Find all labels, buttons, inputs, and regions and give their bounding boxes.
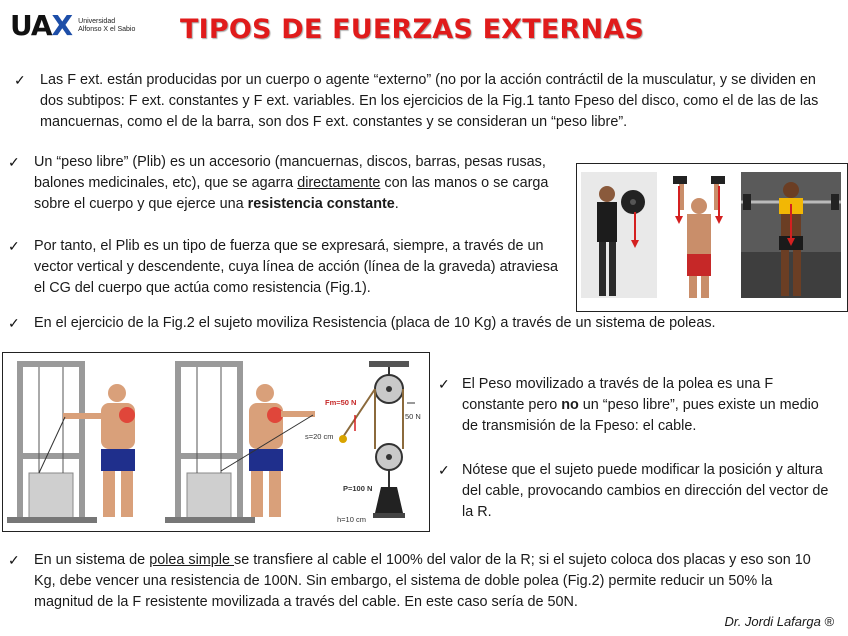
bullet-2-underlined: directamente	[297, 175, 381, 191]
label-s: s=20 cm	[305, 432, 334, 441]
photo-disc-lift	[581, 172, 657, 298]
check-icon: ✓	[8, 238, 20, 254]
bullet-3: Por tanto, el Plib es un tipo de fuerza que se expresará, siempre, a través de un vector vertical y descendente, cuya línea de acción (línea de la graveda) atraviesa el CG del cuerpo que actúa como resistencia (Fig.1).	[34, 238, 558, 296]
bullet-2	[34, 152, 574, 215]
check-icon: ✓	[8, 154, 20, 170]
fig1-photos	[576, 163, 848, 312]
label-50n: 50 N	[405, 412, 421, 421]
bullet-7	[34, 550, 834, 613]
page-title: TIPOS DE FUERZAS EXTERNAS	[180, 14, 645, 45]
logo-subtext-line-2: Alfonso X el Sabio	[78, 26, 136, 33]
bullet-5-text-a: El Peso movilizado a través de la polea es una F constante pero	[462, 376, 774, 413]
label-fm: Fm=50 N	[325, 398, 357, 407]
bullet-2-text-a: Un “peso libre” (Plib) es un accesorio (mancuernas, discos, barras, pesas rusas, balones medicinales, etc), que se agarra	[34, 154, 546, 191]
pulley-illustration	[3, 353, 429, 531]
cable-machine-2	[165, 361, 255, 523]
logo-mark: UAX	[10, 9, 73, 42]
photo-barbell-raise	[741, 172, 841, 298]
check-icon: ✓	[8, 552, 20, 568]
bullet-5-text-b: un “peso libre”, pues existe un medio de transmisión de la Fpeso: el cable.	[462, 397, 819, 434]
bullet-6: Nótese que el sujeto puede modificar la posición y altura del cable, provocando cambios en dirección del vector de la R.	[462, 462, 829, 520]
bullet-2-text-b: con las manos o se carga sobre el cuerpo y que ejerce una	[34, 175, 549, 212]
bullet-7-text-b: se transfiere al cable el 100% del valor de la R; si el sujeto coloca dos placas y eso son 10 Kg, debe vencer una resistencia de 100N. Sin embargo, el sistema de doble polea (Fig.2) permite reducir un 50% la magnitud de la F resistente movilizada a través del cable. En este caso sería de 50N.	[34, 552, 811, 610]
label-h: h=10 cm	[337, 515, 366, 524]
bullet-5-bold: no	[561, 397, 579, 413]
photo-dumbbell-press	[671, 172, 731, 298]
check-icon: ✓	[438, 376, 450, 392]
check-icon: ✓	[438, 462, 450, 478]
logo-subtext-line-1: Universidad	[78, 18, 116, 25]
bullet-7-text-a: En un sistema de	[34, 552, 150, 568]
bullet-7-underlined: polea simple	[149, 552, 234, 568]
pulley-diagram	[339, 361, 415, 518]
label-p: P=100 N	[343, 484, 373, 493]
fig2-pulley	[2, 352, 430, 532]
bullet-1: Las F ext. están producidas por un cuerpo o agente “externo” (no por la acción contráctil de la musculatur, y se dividen en dos subtipos: F ext. constantes y F ext. variables. En los ejercicios de la Fig.1 tanto Fpeso del disco, como el de las de las mancuernas, como el de la barra, son dos F ext. constantes y se consideran un “peso libre”.	[40, 72, 819, 130]
logo-subtext	[78, 18, 138, 34]
check-icon: ✓	[14, 72, 26, 88]
uax-logo	[10, 9, 138, 42]
check-icon: ✓	[8, 315, 20, 331]
bullet-4: En el ejercicio de la Fig.2 el sujeto moviliza Resistencia (placa de 10 Kg) a través de un sistema de poleas.	[34, 315, 716, 331]
athlete-2	[221, 384, 315, 517]
cable-machine-1	[7, 361, 97, 523]
bullet-5	[462, 374, 832, 437]
bullet-2-bold: resistencia constante	[247, 196, 395, 212]
author-signature: Dr. Jordi Lafarga ®	[724, 614, 834, 629]
bullet-2-text-c: .	[394, 196, 399, 212]
